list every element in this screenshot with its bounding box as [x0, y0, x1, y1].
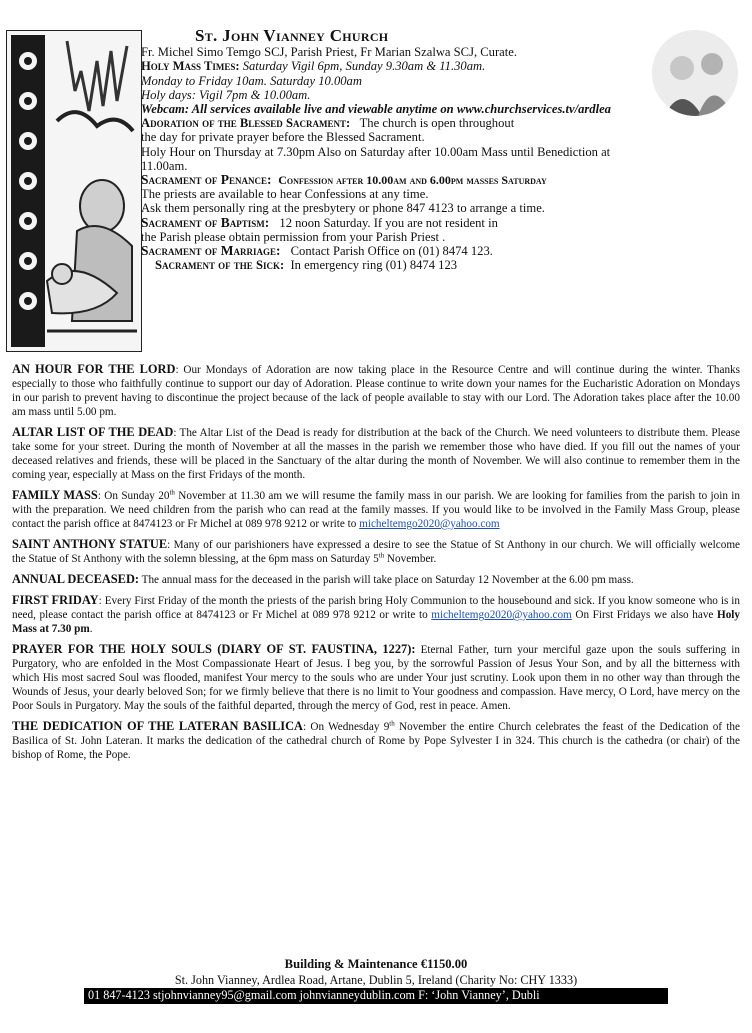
ordinal-suffix: th: [389, 719, 395, 728]
marriage-text: Contact Parish Office on (01) 8474 123.: [290, 244, 493, 259]
notice-body: : Many of our parishioners have expressed a desire to see the Statue of St Anthony in our church. We will officially welcome the Statue of St Anthony with the solemn blessing, at the 6pm mass on Saturday 5: [12, 539, 740, 565]
notice-body: : Our Mondays of Adoration are now taking place in the Resource Centre and will continue during the winter. Thanks especially to those who faithfully continue to support our day of Adoration. Please continue to write down your names for the Eucharistic Adoration on Mondays in our parish to prevent having to discontinue the project because of the lack of people available to stay with our Lord. The Adoration takes place after the 10.00 am mass until 5.00 pm.: [12, 364, 740, 418]
weekday-mass-line: Monday to Friday 10am. Saturday 10.00am: [141, 73, 362, 88]
notice-heading: PRAYER FOR THE HOLY SOULS (DIARY OF ST. FAUSTINA, 1227):: [12, 642, 416, 656]
notice-end: .: [89, 623, 93, 635]
notice-heading: FIRST FRIDAY: [12, 593, 99, 607]
email-link[interactable]: micheltemgo2020@yahoo.com: [359, 518, 500, 530]
notice-heading: AN HOUR FOR THE LORD: [12, 362, 176, 376]
mass-times-line: [141, 59, 741, 73]
pieta-engraving-image: [6, 30, 142, 352]
contact-bar: 01 847-4123 stjohnvianney95@gmail.com johnvianneydublin.com F: ‘John Vianney’, Dubli: [84, 988, 668, 1004]
church-title: St. John Vianney Church: [195, 26, 389, 45]
notice-family-mass: [12, 488, 740, 531]
address-line: St. John Vianney, Ardlea Road, Artane, Dublin 5, Ireland (Charity No: CHY 1333): [174, 972, 578, 987]
building-maintenance-total: Building & Maintenance €1150.00: [284, 957, 468, 971]
adoration-line: [141, 116, 741, 130]
notice-altar-list: [12, 425, 740, 482]
notice-first-friday: [12, 593, 740, 636]
notice-body: On First Fridays we also have: [571, 609, 717, 621]
marriage-label: Sacrament of Marriage:: [141, 243, 281, 259]
notice-heading: FAMILY MASS: [12, 488, 98, 502]
church-info-header: [141, 26, 741, 273]
notice-body: : On Wednesday 9: [302, 721, 390, 733]
webcam-line: Webcam: All services available live and viewable anytime on www.churchservices.tv/ardlea: [141, 102, 611, 117]
penance-label: Sacrament of Penance:: [141, 172, 272, 188]
holy-days-line: Holy days: Vigil 7pm & 10.00am.: [141, 87, 311, 102]
notice-body: Eternal Father, turn your merciful gaze upon the souls suffering in Purgatory, who are enfolded in the Most Compassionate Heart of Jesus. I beg you, by the sorrowful Passion of Jesus Your Son, and by all the bitterness with which His most sacred Soul was flooded, manifest Your mercy to the souls who are under Your just scrutiny. Look upon them in no other way than through the Wounds of Jesus, your dearly beloved Son; for we firmly believe that there is no limit to Your goodness and compassion. Have mercy, O Lord, have mercy on the Poor Souls in Purgatory. May the souls of the faithful departed, through the mercy of God, rest in peace. Amen.: [12, 644, 740, 712]
ordinal-suffix: th: [169, 488, 175, 497]
newsletter-footer: [0, 957, 752, 1008]
clergy-line: Fr. Michel Simo Temgo SCJ, Parish Priest, Fr Marian Szalwa SCJ, Curate.: [141, 45, 517, 60]
notice-body: : On Sunday 20: [97, 490, 170, 502]
baptism-line: [141, 216, 741, 230]
sick-line: [141, 258, 741, 272]
marriage-line: [141, 244, 741, 258]
notice-body: November.: [384, 553, 437, 565]
notice-heading: ANNUAL DECEASED:: [12, 572, 140, 586]
notice-body: : The Altar List of the Dead is ready for distribution at the back of the Church. We need volunteers to distribute them. Please take some for your street. During the month of November at all the masses in the parish we remember those who have died. If you fill out the names of your deceased relatives and friends, these will be placed in the Sanctuary of the altar during the month of November. We will also continue to remember them in the coming year, especially at Mass on the first Fridays of the month.: [12, 427, 740, 481]
adoration-line-2: the day for private prayer before the Blessed Sacrament.: [141, 130, 425, 145]
notice-hour-for-the-lord: [12, 362, 740, 419]
notice-prayer-holy-souls: [12, 642, 740, 713]
sick-label: Sacrament of the Sick:: [155, 258, 285, 273]
notice-body: : Every First Friday of the month the priests of the parish bring Holy Communion to the housebound and sick. If you know someone who is in need, please contact the parish office at 8474123 or Fr Michel at 089 978 9212 or write to: [12, 595, 741, 621]
penance-line-3: Ask them personally ring at the presbytery or phone 847 4123 to arrange a time.: [141, 201, 545, 216]
penance-line: [141, 173, 741, 187]
notice-body: The annual mass for the deceased in the parish will take place on Saturday 12 November at the 6.00 pm mass.: [139, 574, 634, 586]
adoration-label: Adoration of the Blessed Sacrament:: [141, 116, 351, 131]
pieta-engraving-icon: [7, 31, 141, 351]
benediction-line: 11.00am.: [141, 158, 188, 173]
baptism-text: 12 noon Saturday. If you are not resident in: [279, 215, 498, 230]
sick-text: In emergency ring (01) 8474 123: [290, 258, 458, 273]
penance-line-2: The priests are available to hear Confessions at any time.: [141, 187, 429, 202]
email-link[interactable]: micheltemgo2020@yahoo.com: [431, 609, 572, 621]
mass-times-label: Holy Mass Times:: [141, 59, 240, 74]
notice-heading: THE DEDICATION OF THE LATERAN BASILICA: [12, 719, 303, 733]
holy-hour-line: Holy Hour on Thursday at 7.30pm Also on Saturday after 10.00am Mass until Benediction at: [141, 144, 611, 159]
notice-lateran-basilica: [12, 719, 740, 762]
notice-body: November the entire Church celebrates the feast of the Dedication of the Basilica of St. John Lateran. It marks the dedication of the cathedral church of Rome by Pope Sylvester I in 324. This church is the cathedra (or chair) of the bishop of Rome, the Pope.: [12, 721, 740, 761]
notice-body: November at 11.30 am we will resume the family mass in our parish. We are looking for families from the parish to join in with the preparation. We need children from the parish who can read at the family masses. If you would like to be involved in the Family Mass Group, please contact the parish office at 8474123 or Fr Michel at 089 978 9212 or write to: [12, 490, 740, 530]
notices-section: [12, 362, 740, 768]
ordinal-suffix: th: [378, 551, 385, 560]
adoration-text: The church is open throughout: [359, 116, 515, 131]
mass-times-text: Saturday Vigil 6pm, Sunday 9.30am & 11.30am.: [242, 59, 486, 74]
notice-annual-deceased: [12, 572, 740, 587]
notice-emphasis: Holy Mass at 7.30 pm: [12, 609, 740, 635]
notice-st-anthony: [12, 537, 740, 566]
penance-detail: Confession after 10.00am and 6.00pm masses Saturday: [278, 173, 547, 188]
baptism-label: Sacrament of Baptism:: [141, 214, 270, 230]
notice-heading: ALTAR LIST OF THE DEAD: [12, 425, 174, 439]
baptism-line-2: the Parish please obtain permission from your Parish Priest .: [141, 229, 446, 244]
notice-heading: SAINT ANTHONY STATUE: [12, 537, 168, 551]
